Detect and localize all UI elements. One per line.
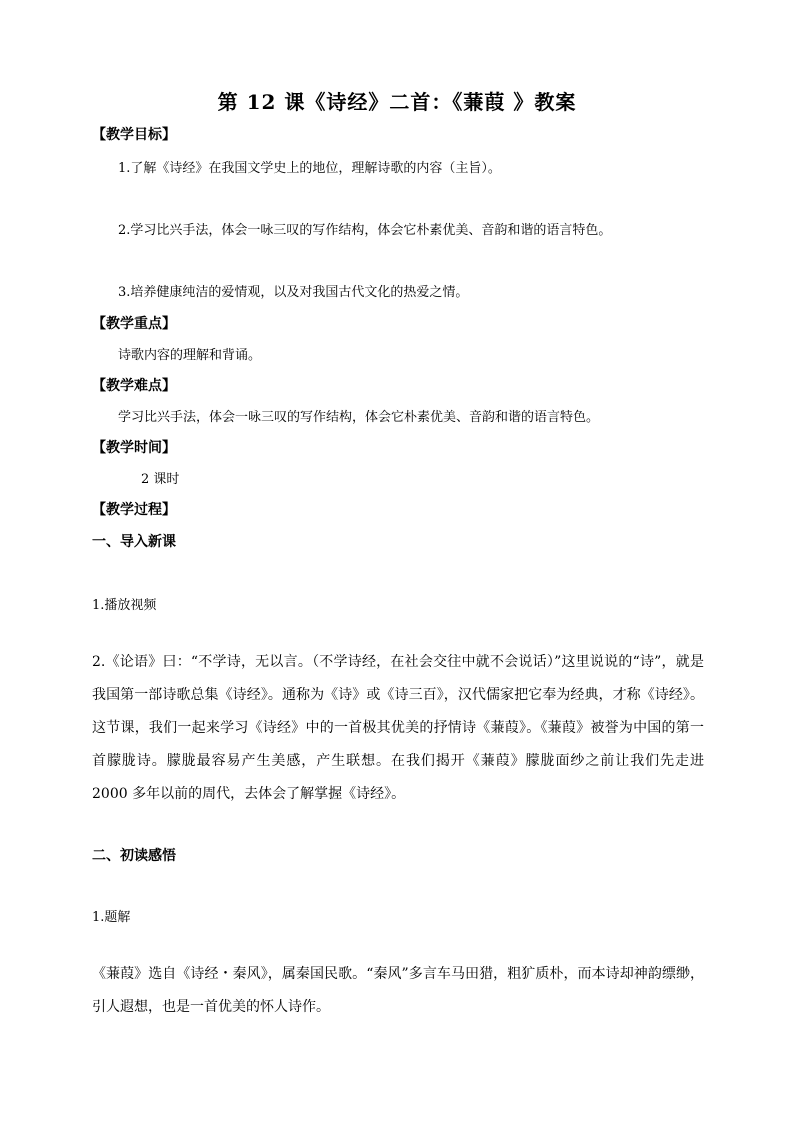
objective-item-2: 2.学习比兴手法，体会一咏三叹的写作结构，体会它朴素优美、音韵和谐的语言特色。 [118,223,612,238]
objective-item-1: 1.了解《诗经》在我国文学史上的地位，理解诗歌的内容（主旨）。 [118,161,501,176]
part1-heading: 一、导入新课 [92,534,176,550]
process-heading: 【教学过程】 [92,502,176,518]
key-points-heading: 【教学重点】 [92,316,176,332]
part2-heading: 二、初读感悟 [92,848,176,864]
difficulties-text: 学习比兴手法，体会一咏三叹的写作结构，体会它朴素优美、音韵和谐的语言特色。 [118,410,600,425]
part2-item-1: 1.题解 [92,910,131,925]
time-text: 2 课时 [141,472,180,487]
part2-item-2: 《蒹葭》选自《诗经・秦风》，属秦国民歌。“秦风”多言车马田猎，粗犷质朴，而本诗却神韵缥缈，引人遐想，也是一首优美的怀人诗作。 [92,966,704,1015]
part1-item-1: 1.播放视频 [92,598,157,613]
objectives-heading: 【教学目标】 [92,127,176,143]
key-points-text: 诗歌内容的理解和背诵。 [118,348,262,363]
difficulties-heading: 【教学难点】 [92,378,176,394]
part1-item-2: 2.《论语》曰：“不学诗，无以言。（不学诗经，在社会交往中就不会说话）”这里说说的“诗”，就是我国第一部诗歌总集《诗经》。通称为《诗》或《诗三百》，汉代儒家把它奉为经典，才称《诗经》。这节课，我们一起来学习《诗经》中的一首极其优美的抒情诗《蒹葭》。《蒹葭》被誉为中国的第一首朦胧诗。朦胧最容易产生美感，产生联想。在我们揭开《蒹葭》朦胧面纱之前让我们先走进 2000 多年以前的周代，去体会了解掌握《诗经》。 [92,654,704,802]
page-title: 第 12 课《诗经》二首：《蒹葭 》教案 [217,90,577,114]
time-heading: 【教学时间】 [92,440,176,456]
objective-item-3: 3.培养健康纯洁的爱情观，以及对我国古代文化的热爱之情。 [118,285,469,300]
